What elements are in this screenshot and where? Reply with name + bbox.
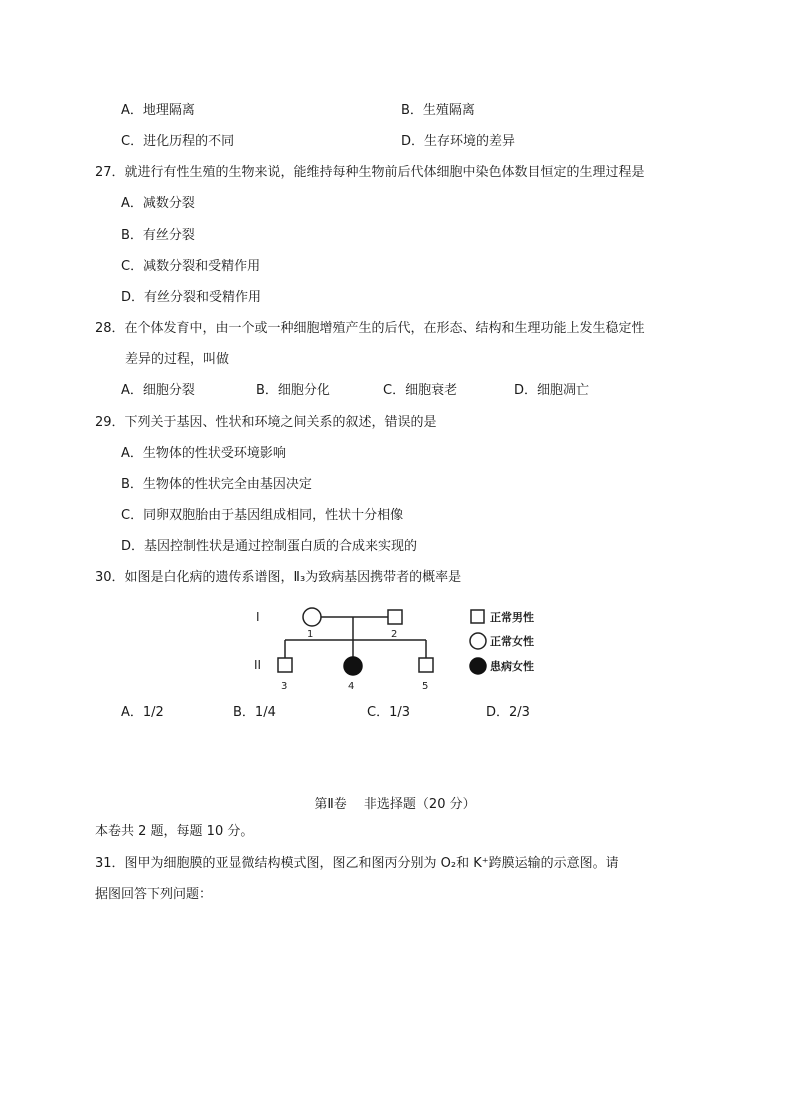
generation-i-label: I [256, 610, 260, 624]
legend-normal-female-symbol [470, 633, 486, 649]
q31-stem-line1: 31．图甲为细胞膜的亚显微结构模式图，图乙和图丙分别为 O₂和 K⁺跨膜运输的示意图。请 [95, 856, 619, 871]
q27-option-c: C．减数分裂和受精作用 [121, 259, 261, 274]
label-5: 5 [422, 681, 429, 692]
q30-option-b: B．1/4 [233, 705, 276, 720]
q26-option-b: B．生殖隔离 [401, 103, 475, 118]
q26-option-c: C．进化历程的不同 [121, 134, 235, 149]
q28-stem-line2: 差异的过程，叫做 [125, 352, 230, 367]
label-3: 3 [281, 681, 288, 692]
legend-affected-female-symbol [470, 658, 486, 674]
q28-option-c: C．细胞衰老 [383, 383, 458, 398]
individual-5-normal-male [419, 658, 433, 672]
q30-option-a: A．1/2 [121, 705, 164, 720]
label-2: 2 [391, 629, 398, 640]
q31-stem-line2: 据图回答下列问题： [95, 887, 213, 902]
label-4: 4 [348, 681, 355, 692]
q29-option-d: D．基因控制性状是通过控制蛋白质的合成来实现的 [121, 539, 418, 554]
section-2-title: 第Ⅱ卷 非选择题（20 分） [314, 797, 476, 812]
individual-4-affected-female [344, 657, 362, 675]
section-2-intro: 本卷共 2 题，每题 10 分。 [95, 824, 254, 839]
q26-option-d: D．生存环境的差异 [401, 134, 516, 149]
q29-option-c: C．同卵双胞胎由于基因组成相同，性状十分相像 [121, 508, 404, 523]
individual-2-normal-male [388, 610, 402, 624]
generation-ii-label: II [254, 658, 262, 672]
label-1: 1 [307, 629, 314, 640]
q26-option-a: A．地理隔离 [121, 103, 195, 118]
legend-normal-male-label: 正常男性 [490, 611, 534, 624]
q27-option-d: D．有丝分裂和受精作用 [121, 290, 262, 305]
q27-option-b: B．有丝分裂 [121, 228, 195, 243]
q30-option-d: D．2/3 [486, 705, 530, 720]
q28-option-d: D．细胞凋亡 [514, 383, 590, 398]
pedigree-chart [250, 600, 560, 700]
legend-normal-female-label: 正常女性 [490, 635, 534, 648]
q27-option-a: A．减数分裂 [121, 196, 195, 211]
q28-option-a: A．细胞分裂 [121, 383, 195, 398]
q29-stem: 29．下列关于基因、性状和环境之间关系的叙述，错误的是 [95, 415, 437, 430]
q29-option-b: B．生物体的性状完全由基因决定 [121, 477, 312, 492]
individual-3-normal-male [278, 658, 292, 672]
legend-affected-female-label: 患病女性 [490, 660, 534, 673]
q28-stem-line1: 28．在个体发育中，由一个或一种细胞增殖产生的后代，在形态、结构和生理功能上发生稳定性 [95, 321, 645, 336]
q28-option-b: B．细胞分化 [256, 383, 330, 398]
q30-option-c: C．1/3 [367, 705, 410, 720]
q29-option-a: A．生物体的性状受环境影响 [121, 446, 286, 461]
q30-stem: 30．如图是白化病的遗传系谱图，Ⅱ₃为致病基因携带者的概率是 [95, 570, 462, 585]
legend-normal-male-symbol [471, 610, 484, 623]
q27-stem: 27．就进行有性生殖的生物来说，能维持每种生物前后代体细胞中染色体数目恒定的生理过程是 [95, 165, 645, 180]
individual-1-normal-female [303, 608, 321, 626]
